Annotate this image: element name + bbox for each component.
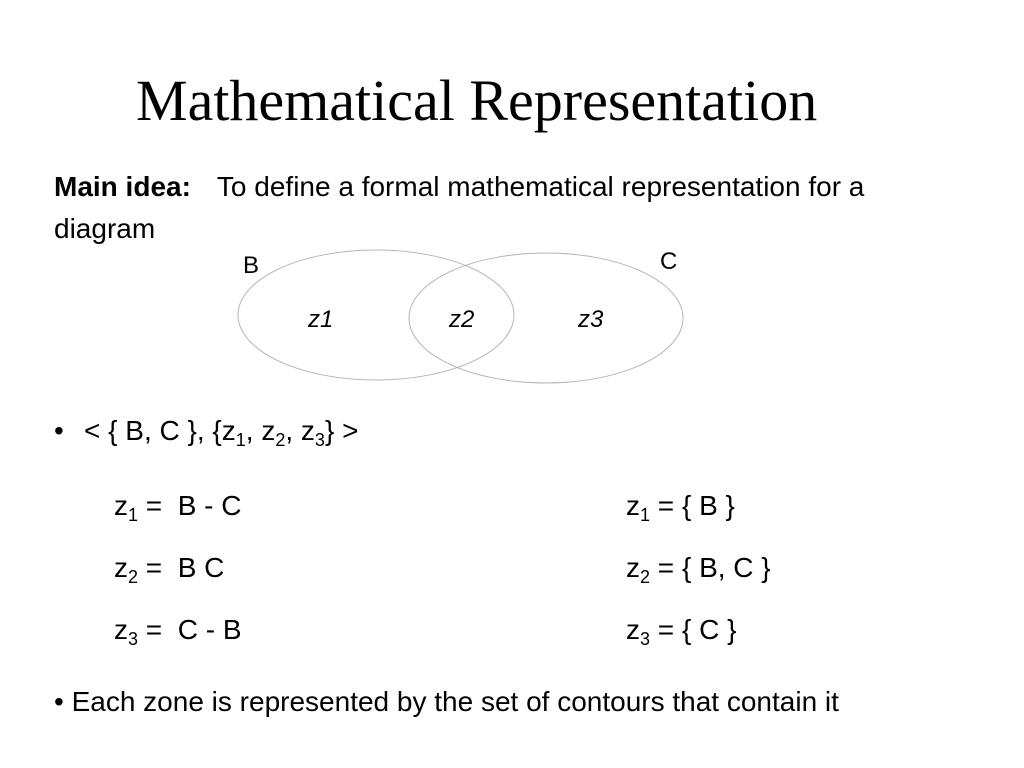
zone-set-z2 xyxy=(626,548,771,588)
tuple-bullet xyxy=(54,411,358,451)
tuple-sep-2: , z xyxy=(285,415,315,446)
main-idea xyxy=(54,166,1024,208)
main-idea-continuation: diagram xyxy=(54,213,156,244)
set-sub: 3 xyxy=(640,629,651,649)
zone-label-z2: z2 xyxy=(449,306,475,333)
contour-label-c: C xyxy=(660,248,678,275)
tuple-prefix: < { B, C }, {z xyxy=(84,415,236,446)
def-op: = xyxy=(138,552,178,583)
set-var: z xyxy=(626,490,640,521)
def-sub: 2 xyxy=(128,567,139,587)
summary-bullet: • Each zone is represented by the set of contours that contain it xyxy=(54,686,839,717)
bullet-marker: • xyxy=(54,415,64,446)
def-expr: C - B xyxy=(177,614,242,645)
zone-definition-z3 xyxy=(114,610,242,650)
slide-title: Mathematical Representation xyxy=(136,68,818,133)
tuple-sub-2: 2 xyxy=(275,430,286,450)
zone-set-z3 xyxy=(626,610,736,650)
def-sub: 1 xyxy=(128,505,139,525)
def-var: z xyxy=(114,552,128,583)
set-sub: 2 xyxy=(640,567,651,587)
def-op: = xyxy=(138,614,178,645)
def-expr: B C xyxy=(177,552,225,583)
set-expr: { B } xyxy=(681,490,735,521)
tuple-sep-1: , z xyxy=(245,415,276,446)
zone-definition-z2 xyxy=(114,548,224,588)
set-var: z xyxy=(626,552,640,583)
main-idea-text: To define a formal mathematical representation for a xyxy=(216,171,865,202)
set-op: = xyxy=(650,490,682,521)
tuple-sub-1: 1 xyxy=(235,430,246,450)
tuple-suffix: } > xyxy=(324,415,359,446)
zone-set-z1 xyxy=(626,486,735,526)
set-expr: { B, C } xyxy=(681,552,771,583)
zone-label-z1: z1 xyxy=(308,306,334,333)
def-op: = xyxy=(138,490,178,521)
set-sub: 1 xyxy=(640,505,651,525)
def-expr: B - C xyxy=(177,490,242,521)
set-expr: { C } xyxy=(681,614,737,645)
zone-definition-z1 xyxy=(114,486,242,526)
def-var: z xyxy=(114,614,128,645)
def-var: z xyxy=(114,490,128,521)
main-idea-label: Main idea: xyxy=(54,171,191,202)
set-op: = xyxy=(650,552,682,583)
set-op: = xyxy=(650,614,682,645)
def-sub: 3 xyxy=(128,629,139,649)
venn-diagram xyxy=(230,244,700,390)
zone-label-z3: z3 xyxy=(578,306,604,333)
set-var: z xyxy=(626,614,640,645)
contour-label-b: B xyxy=(243,252,260,279)
tuple-sub-3: 3 xyxy=(314,430,325,450)
